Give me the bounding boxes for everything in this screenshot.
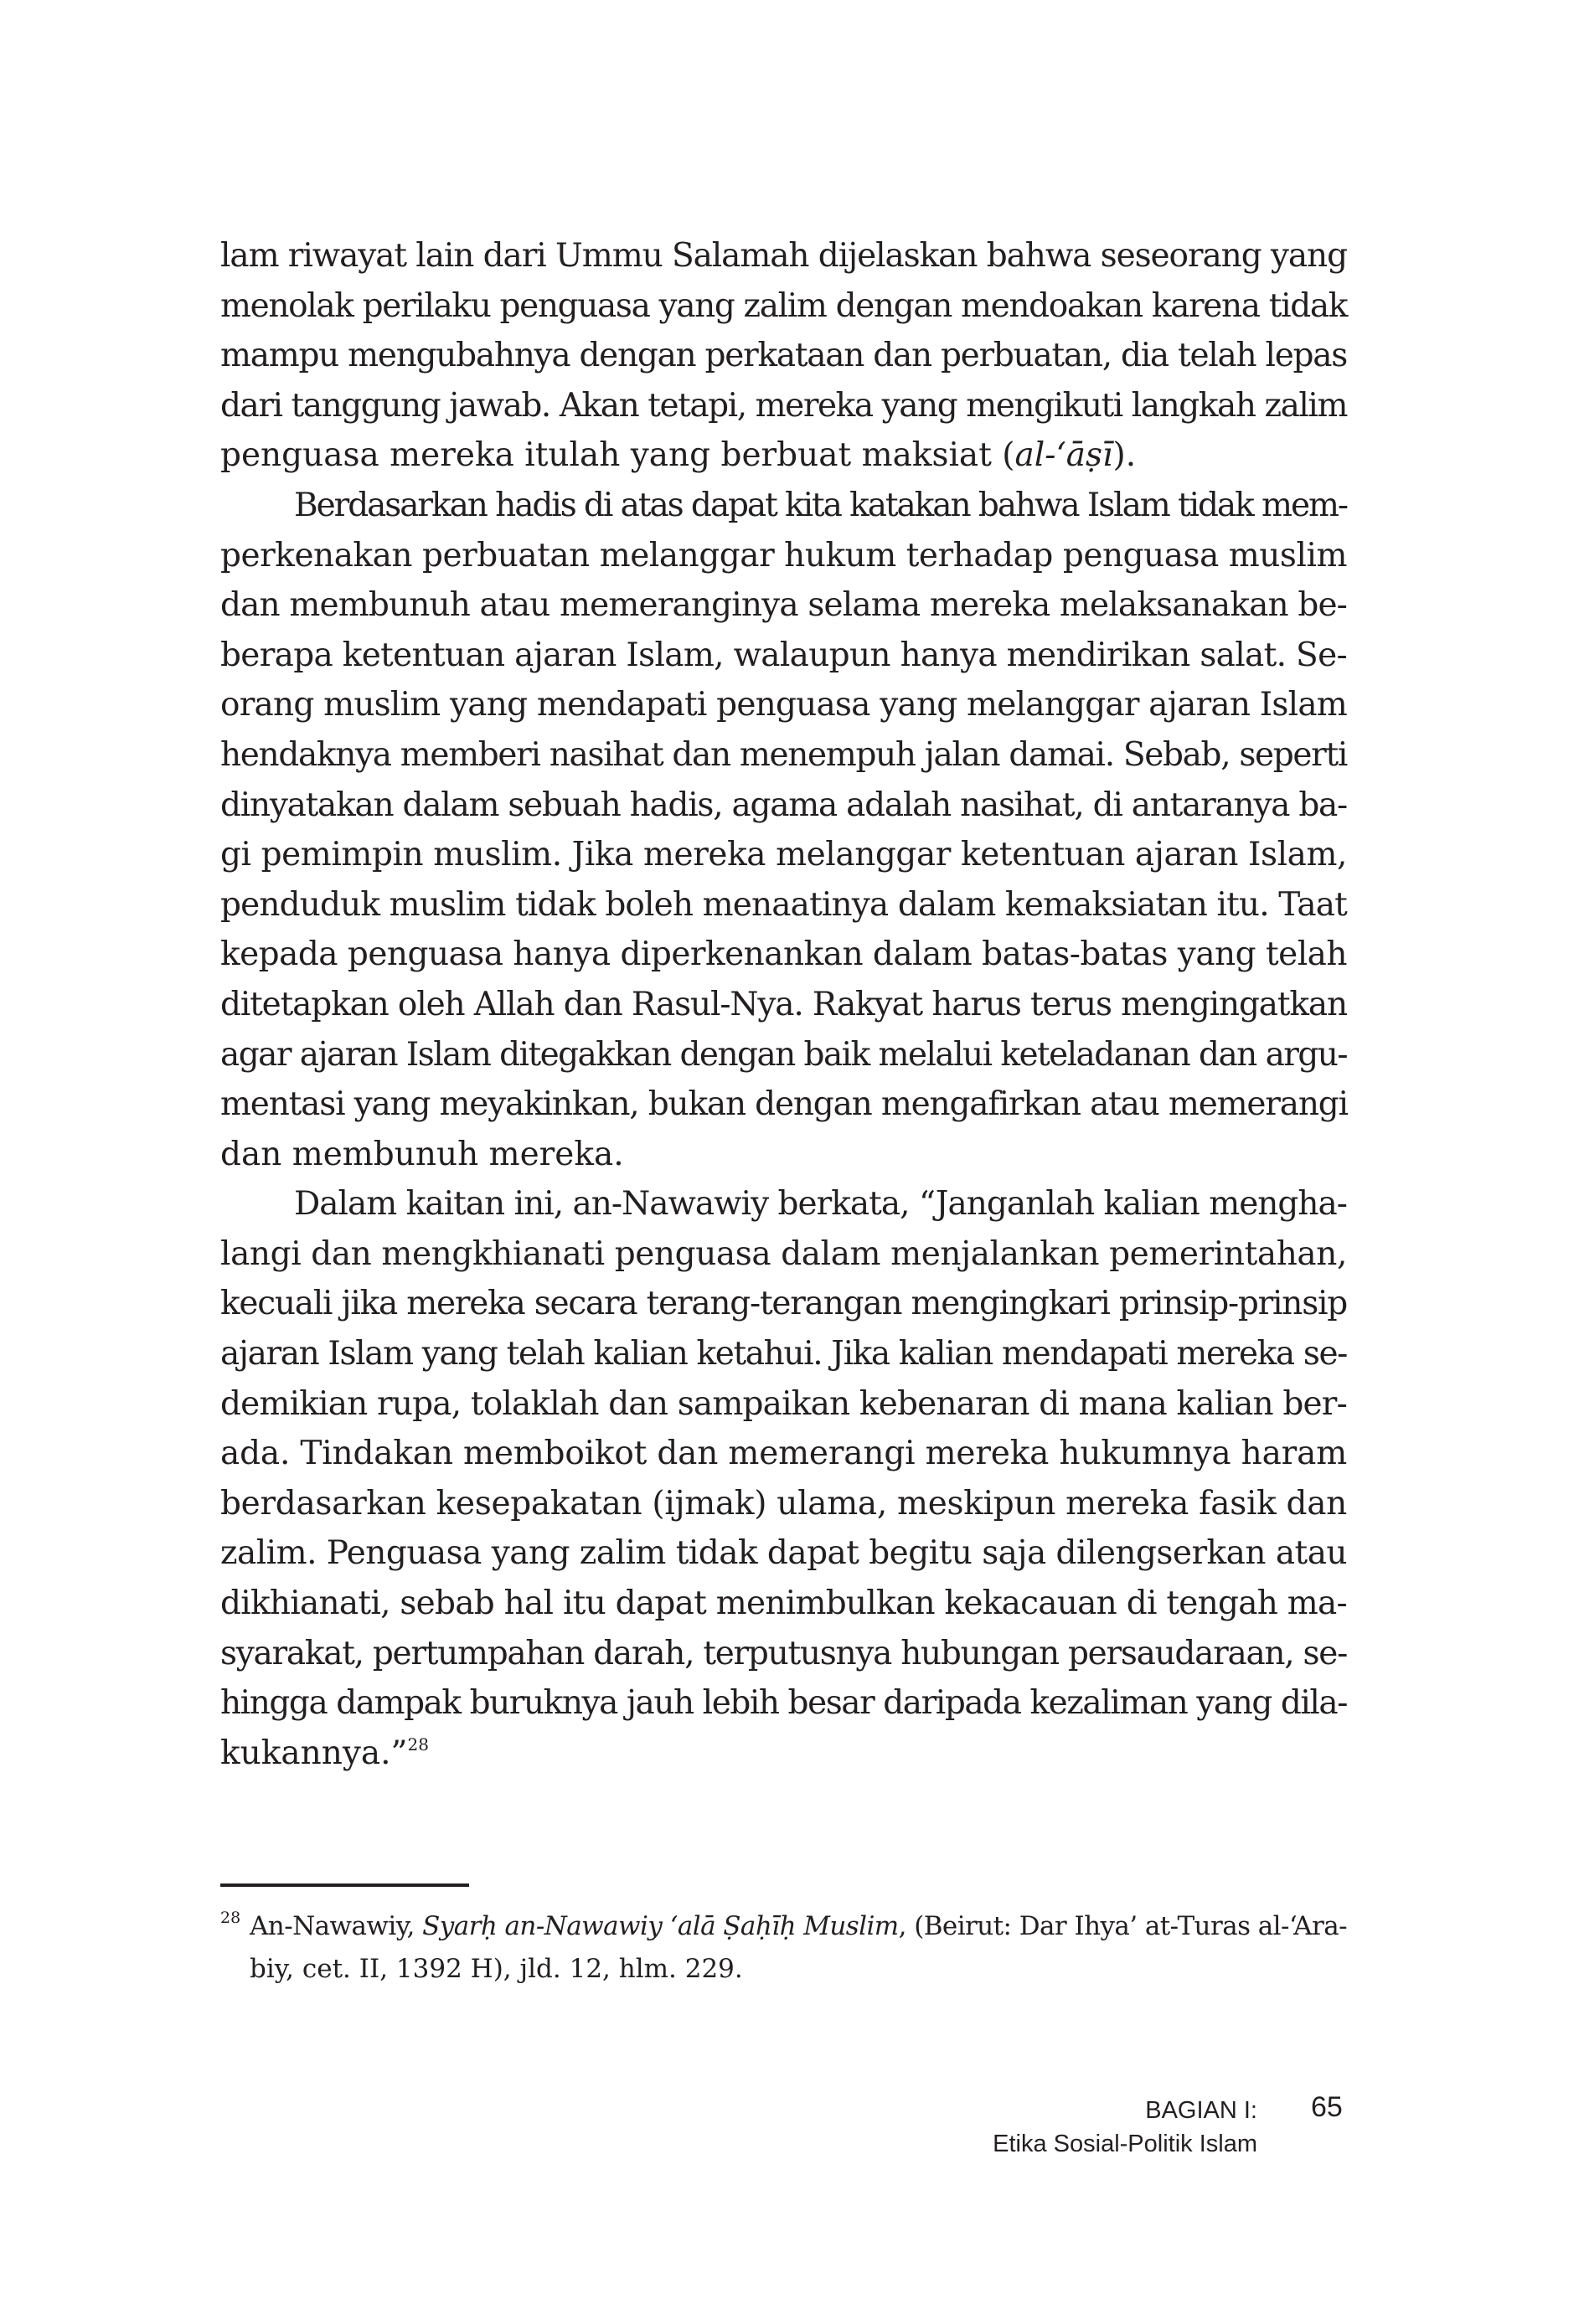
text-line: menolak perilaku penguasa yang zalim dengan mendoakan karena tidak (220, 286, 1347, 325)
text-line: mentasi yang meyakinkan, bukan dengan mengafirkan atau memerangi (220, 1085, 1348, 1124)
footnote-line: biy, cet. II, 1392 H), jld. 12, hlm. 229. (250, 1954, 743, 1984)
text-line: dan membunuh atau memeranginya selama mereka melaksanakan be- (220, 586, 1348, 625)
text-line: syarakat, pertumpahan darah, terputusnya hubungan persaudaraan, se- (220, 1634, 1347, 1672)
text-segment: ). (1112, 436, 1137, 475)
text-line: kepada penguasa hanya diperkenankan dalam batas-batas yang telah (220, 935, 1347, 974)
text-line: mampu mengubahnya dengan perkataan dan perbuatan, dia telah lepas (220, 337, 1347, 375)
text-line: ajaran Islam yang telah kalian ketahui. Jika kalian mendapati mereka se- (220, 1335, 1347, 1373)
paragraph-3 (220, 1179, 1347, 1778)
footnote-book-title: Syarḥ an-Nawawiy ‘alā Ṣaḥīḥ Muslim (422, 1911, 899, 1941)
text-line: dinyatakan dalam sebuah hadis, agama adalah nasihat, di antaranya ba- (220, 786, 1347, 824)
text-line: langi dan mengkhianati penguasa dalam menjalankan pemerintahan, (220, 1234, 1347, 1273)
text-line: orang muslim yang mendapati penguasa yang melanggar ajaran Islam (220, 686, 1347, 724)
text-line: Berdasarkan hadis di atas dapat kita katakan bahwa Islam tidak mem- (294, 486, 1347, 524)
footnote-line (220, 1905, 1347, 1948)
text-line: kecuali jika mereka secara terang-terangan mengingkari prinsip-prinsip (220, 1285, 1347, 1323)
footnote (220, 1905, 1347, 1991)
text-line: penduduk muslim tidak boleh menaatinya dalam kemaksiatan itu. Taat (220, 885, 1347, 924)
text-line: hendaknya memberi nasihat dan menempuh jalan damai. Sebab, seperti (220, 735, 1347, 774)
page-number: 65 (1311, 2091, 1343, 2123)
text-segment: , (Beirut: Dar Ihya’ at-Turas al-‘Ara- (898, 1911, 1347, 1941)
text-line: perkenakan perbuatan melanggar hukum terhadap penguasa muslim (220, 536, 1347, 575)
text-line: berdasarkan kesepakatan (ijmak) ulama, meskipun mereka fasik dan (220, 1484, 1347, 1523)
italic-term: al-‘āṣī (1014, 436, 1113, 475)
text-line: Dalam kaitan ini, an-Nawawiy berkata, “Janganlah kalian mengha- (294, 1185, 1347, 1224)
running-head (993, 2094, 1257, 2161)
running-head-section: BAGIAN I: (1145, 2097, 1257, 2124)
text-segment: penguasa mereka itulah yang berbuat maksiat ( (220, 436, 1015, 475)
text-line: dan membunuh mereka. (220, 1135, 624, 1173)
text-line: zalim. Penguasa yang zalim tidak dapat begitu saja dilengserkan atau (220, 1534, 1347, 1573)
paragraph-2 (220, 481, 1347, 1179)
text-line: ditetapkan oleh Allah dan Rasul-Nya. Rakyat harus terus mengingatkan (220, 985, 1347, 1023)
footnote-number: 28 (220, 1909, 241, 1927)
text-line: demikian rupa, tolaklah dan sampaikan kebenaran di mana kalian ber- (220, 1384, 1347, 1423)
text-line: dari tanggung jawab. Akan tetapi, mereka yang mengikuti langkah zalim (220, 386, 1347, 425)
text-line: hingga dampak buruknya jauh lebih besar daripada kezaliman yang dila- (220, 1684, 1347, 1723)
footnote-divider (220, 1883, 469, 1887)
text-line (220, 1729, 1347, 1779)
text-segment: An-Nawawiy, (250, 1911, 423, 1941)
footnote-reference: 28 (407, 1734, 429, 1755)
text-line: dikhianati, sebab hal itu dapat menimbulkan kekacauan di tengah ma- (220, 1585, 1347, 1623)
text-line: ada. Tindakan memboikot dan memerangi mereka hukumnya haram (220, 1435, 1347, 1473)
paragraph-1 (220, 231, 1347, 481)
text-line (220, 430, 1347, 481)
running-head-title: Etika Sosial-Politik Islam (993, 2131, 1257, 2157)
text-segment: kukannya.” (220, 1734, 408, 1772)
text-line: berapa ketentuan ajaran Islam, walaupun hanya mendirikan salat. Se- (220, 636, 1347, 674)
text-line: gi pemimpin muslim. Jika mereka melanggar ketentuan ajaran Islam, (220, 836, 1347, 874)
text-line: agar ajaran Islam ditegakkan dengan baik melalui keteladanan dan argu- (220, 1035, 1347, 1074)
text-line: lam riwayat lain dari Ummu Salamah dijelaskan bahwa seseorang yang (220, 237, 1347, 275)
body-text (220, 231, 1347, 1778)
